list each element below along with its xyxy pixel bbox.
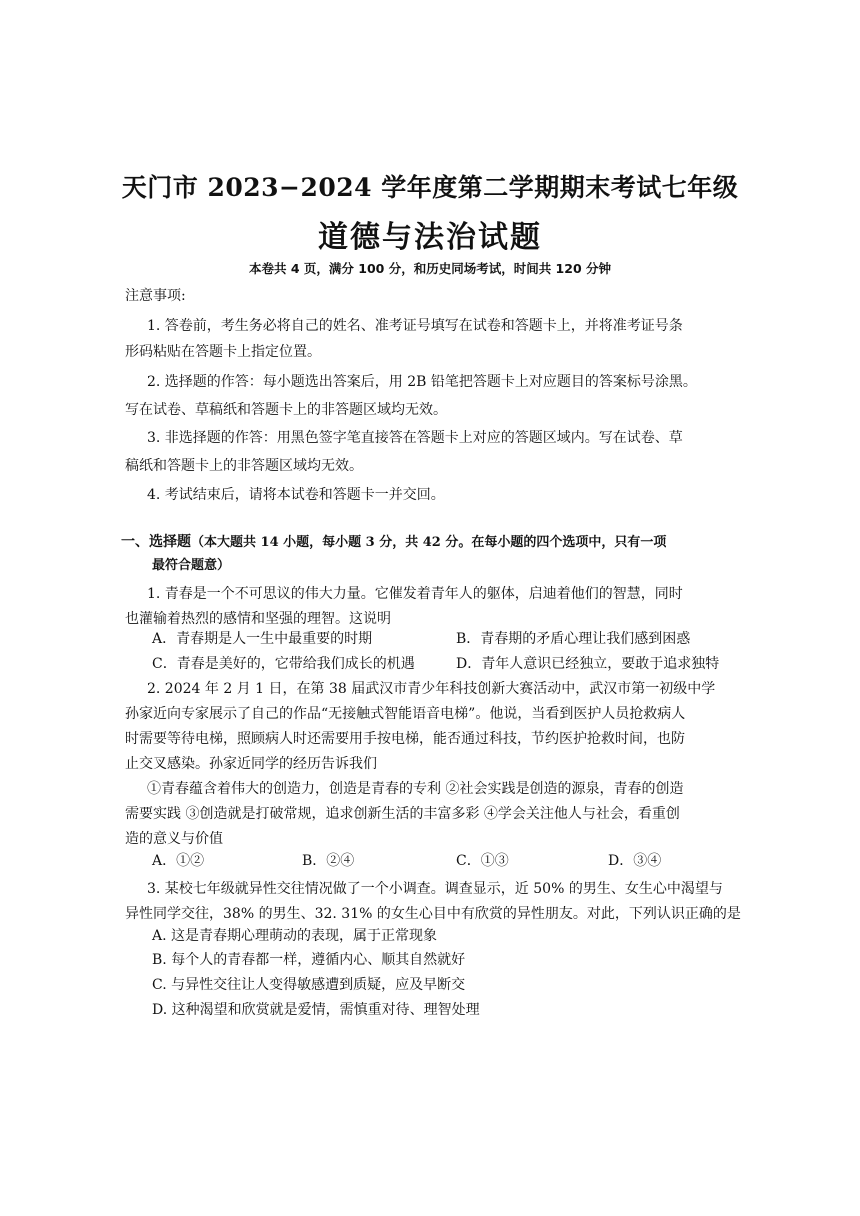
section1-heading: [121, 532, 666, 553]
q2-stem: 止交叉感染。孙家近同学的经历告诉我们: [125, 756, 377, 772]
note-line: 1. 答卷前，考生务必将自己的姓名、准考证号填写在试卷和答题卡上，并将准考证号条: [147, 318, 683, 334]
q1-option-b: B．青春期的矛盾心理让我们感到困惑: [456, 631, 691, 647]
q3-option-b: B. 每个人的青春都一样，遵循内心、顺其自然就好: [152, 952, 466, 968]
q2-stem: 2. 2024 年 2 月 1 日，在第 38 届武汉市青少年科技创新大赛活动中，武汉市第一初级中学: [147, 681, 716, 697]
q1-option-a: A．青春期是人一生中最重要的时期: [152, 631, 373, 647]
q2-stem: 需要实践 ③创造就是打破常规，追求创新生活的丰富多彩 ④学会关注他人与社会，看重创: [125, 806, 680, 822]
section1-note-line2: 最符合题意）: [152, 558, 231, 573]
q2-stem: ①青春蕴含着伟大的创造力，创造是青春的专利 ②社会实践是创造的源泉，青春的创造: [147, 781, 684, 797]
q3-option-c: C. 与异性交往让人变得敏感遭到质疑，应及早断交: [152, 977, 466, 993]
q3-stem: 3. 某校七年级就异性交往情况做了一个小调查。调查显示，近 50% 的男生、女生心中渴望与: [147, 881, 723, 897]
q1-stem: 也灌输着热烈的感情和坚强的理智。这说明: [125, 611, 391, 627]
q1-option-c: C．青春是美好的，它带给我们成长的机遇: [152, 656, 415, 672]
note-line: 2. 选择题的作答：每小题选出答案后，用 2B 铅笔把答题卡上对应题目的答案标号涂黑。: [147, 374, 697, 390]
note-line: 形码粘贴在答题卡上指定位置。: [125, 344, 321, 360]
q3-option-d: D. 这种渴望和欣赏就是爱情，需慎重对待、理智处理: [152, 1002, 480, 1018]
q2-stem: 孙家近向专家展示了自己的作品“无接触式智能语音电梯”。他说，当看到医护人员抢救病人: [125, 706, 686, 722]
note-line: 稿纸和答题卡上的非答题区域均无效。: [125, 458, 363, 474]
section1-title: 一、选择题: [121, 534, 191, 550]
q2-option-d: D．③④: [608, 853, 662, 869]
note-line: 写在试卷、草稿纸和答题卡上的非答题区域均无效。: [125, 402, 447, 418]
q3-option-a: A. 这是青春期心理萌动的表现，属于正常现象: [152, 928, 438, 944]
q2-option-b: B．②④: [302, 853, 355, 869]
note-line: 4. 考试结束后，请将本试卷和答题卡一并交回。: [147, 487, 445, 503]
q1-stem: 1. 青春是一个不可思议的伟大力量。它催发着青年人的躯体，启迪着他们的智慧，同时: [147, 586, 683, 602]
exam-subtitle: 本卷共 4 页，满分 100 分，和历史同场考试，时间共 120 分钟: [249, 261, 611, 276]
q2-stem: 造的意义与价值: [125, 831, 223, 847]
exam-title-line1: 天门市 2023−2024 学年度第二学期期末考试七年级: [121, 173, 739, 202]
notes-heading: 注意事项:: [125, 288, 186, 304]
note-line: 3. 非选择题的作答：用黑色签字笔直接答在答题卡上对应的答题区域内。写在试卷、草: [147, 430, 683, 446]
q2-option-c: C．①③: [456, 853, 509, 869]
section1-note: （本大题共 14 小题，每小题 3 分，共 42 分。在每小题的四个选项中，只有一项: [191, 535, 667, 550]
q3-stem: 异性同学交往，38% 的男生、32. 31% 的女生心目中有欣赏的异性朋友。对此，下列认识正确的是: [125, 906, 741, 922]
q2-option-a: A．①②: [152, 853, 205, 869]
q1-option-d: D．青年人意识已经独立，要敢于追求独特: [456, 656, 720, 672]
q2-stem: 时需要等待电梯，照顾病人时还需要用手按电梯，能否通过科技，节约医护抢救时间，也防: [125, 731, 685, 747]
exam-title-line2: 道德与法治试题: [318, 220, 542, 255]
